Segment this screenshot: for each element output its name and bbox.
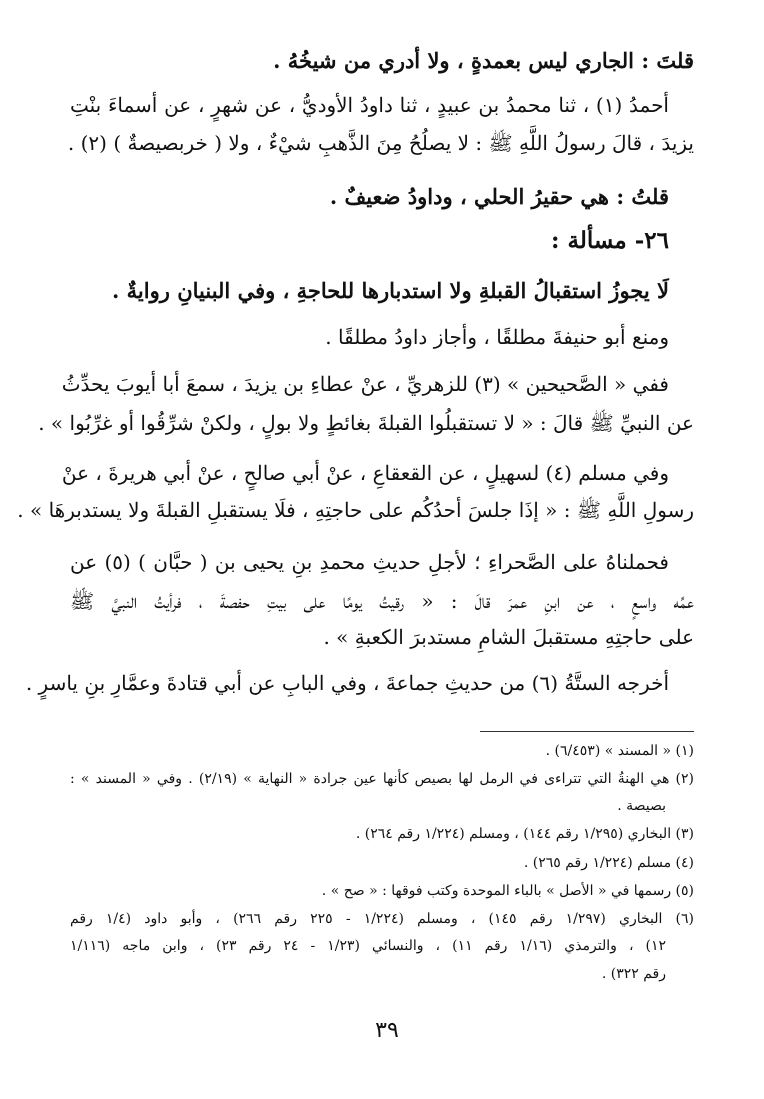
footnote: (٣) البخاري (١/٢٩٥ رقم ١٤٤) ، ومسلم (١/٢٢٤ رقم ٢٦٤) .	[355, 826, 694, 842]
text-line: عمِّه واسعٍ ، عن ابنِ عمرَ قالَ : « رقيتُ يومًا على بيتِ حفصةَ ، فرأيتُ النبيَّ ﷺ	[70, 589, 694, 613]
text-line: عن النبيِّ ﷺ قالَ : « لا تستقبلُوا القبلةَ بغائطٍ ولا بولٍ ، ولكنْ شرِّقُوا أو غرِّبُوا » .	[38, 411, 694, 435]
footnote: (١) « المسند » (٦/٤٥٣) .	[545, 743, 694, 759]
text-line: قلتُ : هي حقيرُ الحلي ، وداودُ ضعيفٌ .	[329, 184, 669, 209]
footnote: (٤) مسلم (١/٢٢٤ رقم ٢٦٥) .	[523, 855, 694, 871]
text-line: أخرجه الستَّةُ (٦) من حديثِ جماعةَ ، وفي البابِ عن أبي قتادةَ وعمَّارِ بنِ ياسرٍ .	[25, 671, 669, 695]
text-line: قلتَ : الجاري ليس بعمدةٍ ، ولا أدري من شيخُهُ .	[273, 48, 694, 73]
page-number: ٣٩	[375, 1018, 399, 1043]
text-line: ومنع أبو حنيفةَ مطلقًا ، وأجاز داودُ مطلقًا .	[325, 325, 669, 349]
footnote: (٦) البخاري (١/٢٩٧ رقم ١٤٥) ، ومسلم (١/٢٢٤ - ٢٢٥ رقم ٢٦٦) ، وأبو داود (١/٤ رقم	[70, 911, 694, 927]
footnote: رقم ٣٢٢) .	[601, 966, 666, 982]
footnote: ١٢) ، والترمذي (١/١٦ رقم ١١) ، والنسائي (١/٢٣ - ٢٤ رقم ٢٣) ، وابن ماجه (١/١١٦	[70, 938, 666, 954]
text-line: يزيدَ ، قالَ رسولُ اللَّهِ ﷺ : لا يصلُحُ مِنَ الذَّهبِ شيْءٌ ، ولا ( خربصيصةٌ ) (٢) .	[67, 131, 694, 155]
text-line: رسولِ اللَّهِ ﷺ : « إذَا جلسَ أحدُكُم على حاجتِهِ ، فلَا يستقبلِ القبلةَ ولا يستدبرهَا » .	[17, 498, 694, 522]
text-line: وفي مسلم (٤) لسهيلٍ ، عن القعقاعِ ، عنْ أبي صالحٍ ، عنْ أبي هريرةَ ، عنْ	[61, 461, 669, 485]
footnote: بصيصة .	[617, 798, 666, 814]
text-line: أحمدُ (١) ، ثنا محمدُ بن عبيدٍ ، ثنا داودُ الأوديُّ ، عن شهرٍ ، عن أسماءَ بنْتِ	[70, 93, 669, 117]
footnote: (٢) هي الهنةُ التي تتراءى في الرمل لها بصيص كأنها عين جرادة « النهاية » (٢/١٩) . وفي « المسند » :	[70, 771, 694, 787]
text-line: على حاجتِهِ مستقبلَ الشامِ مستدبرَ الكعبةِ » .	[323, 625, 694, 649]
footnote-separator	[480, 731, 694, 732]
text-line: لَا يجوزُ استقبالُ القبلةِ ولا استدبارها للحاجةِ ، وفي البنيانِ روايةٌ .	[112, 278, 669, 303]
section-heading: ٢٦- مسألة :	[551, 227, 669, 254]
text-line: فحملناهُ على الصَّحراءِ ؛ لأجلِ حديثِ محمدِ بنِ يحيى بن ( حبَّان ) (٥) عن	[70, 550, 669, 574]
footnote: (٥) رسمها في « الأصل » بالباء الموحدة وكتب فوقها : « صح » .	[321, 883, 694, 899]
text-line: ففي « الصَّحيحين » (٣) للزهريِّ ، عنْ عطاءِ بن يزيدَ ، سمعَ أبا أيوبَ يحدِّثُ	[61, 372, 669, 396]
